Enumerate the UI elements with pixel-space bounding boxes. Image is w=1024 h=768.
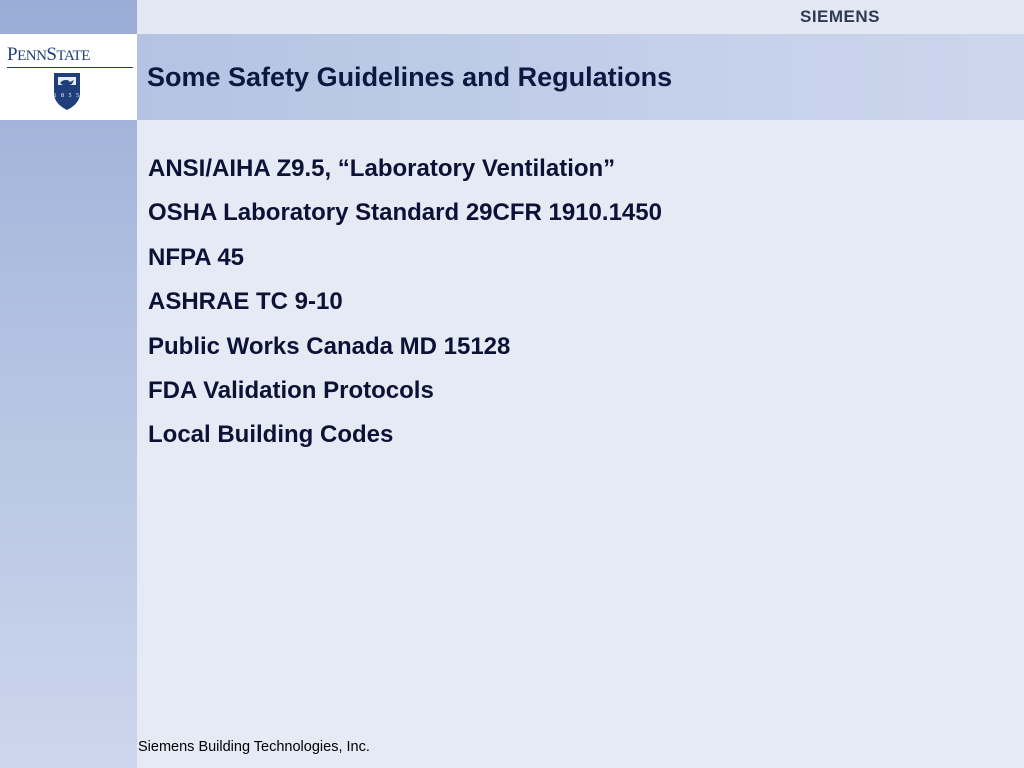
list-item: OSHA Laboratory Standard 29CFR 1910.1450 — [148, 199, 662, 227]
guidelines-list — [148, 152, 662, 463]
footer-text: Siemens Building Technologies, Inc. — [138, 739, 370, 755]
slide-title: Some Safety Guidelines and Regulations — [147, 62, 673, 92]
logo-rule — [7, 67, 133, 68]
svg-text:1 8 5 5: 1 8 5 5 — [53, 93, 81, 99]
top-strip — [137, 0, 1024, 34]
pennstate-wordmark: PENNSTATE — [7, 44, 90, 65]
siemens-logo: SIEMENS — [800, 7, 881, 26]
list-item: ANSI/AIHA Z9.5, “Laboratory Ventilation” — [148, 155, 616, 182]
list-item: NFPA 45 — [148, 243, 245, 271]
list-item: Public Works Canada MD 15128 — [148, 332, 511, 360]
pennstate-shield-icon — [52, 71, 82, 111]
list-item: Local Building Codes — [148, 421, 394, 449]
list-item: FDA Validation Protocols — [148, 376, 434, 404]
pennstate-logo — [0, 34, 137, 120]
list-item: ASHRAE TC 9-10 — [148, 288, 343, 316]
